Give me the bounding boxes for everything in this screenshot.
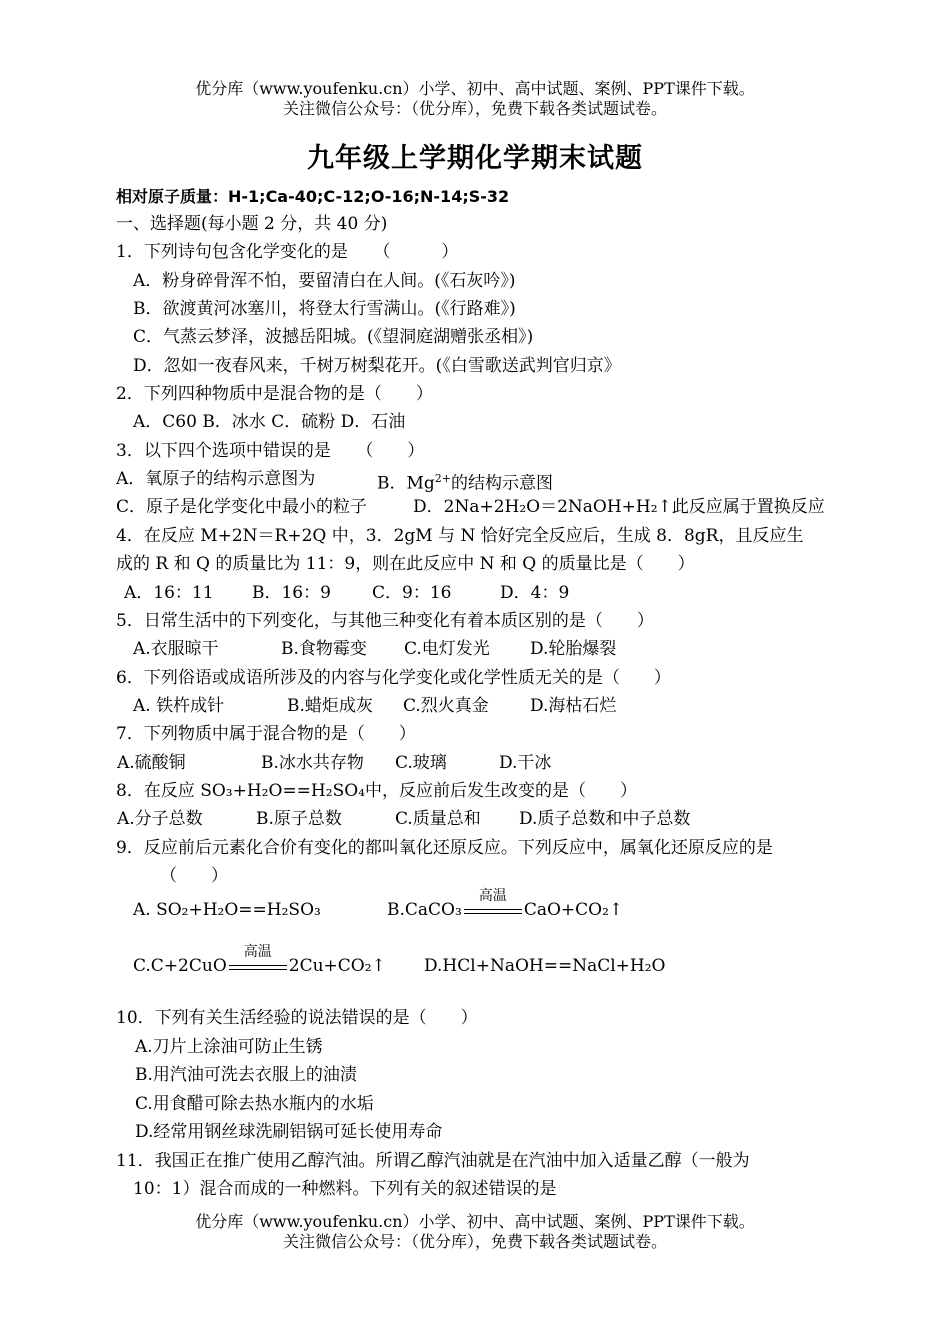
q7-option-c: C.玻璃	[395, 753, 447, 773]
q9-option-c: C.C+2CuO 高温 2Cu+CO₂↑	[133, 944, 386, 976]
q7-option-a: A.硫酸铜	[117, 753, 186, 773]
q3-option-c: C．原子是化学变化中最小的粒子	[116, 497, 368, 517]
q4-option-c: C．9：16	[372, 583, 452, 603]
q4-stem-line-2: 成的 R 和 Q 的质量比为 11：9，则在此反应中 N 和 Q 的质量比是（ ）	[116, 554, 695, 574]
q7-stem: 7．下列物质中属于混合物的是（ ）	[116, 724, 416, 744]
q10-option-b: B.用汽油可洗去衣服上的油渍	[135, 1065, 357, 1085]
footer-line-1: 优分库（www.youfenku.cn）小学、初中、高中试题、案例、PPT课件下载。	[195, 1212, 755, 1231]
q1-stem: 1．下列诗句包含化学变化的是 （ ）	[116, 242, 459, 262]
q9-option-b: B.CaCO₃ 高温 CaO+CO₂↑	[387, 888, 624, 920]
q10-stem: 10．下列有关生活经验的说法错误的是（ ）	[116, 1008, 478, 1028]
q10-option-a: A.刀片上涂油可防止生锈	[135, 1037, 323, 1057]
q4-option-d: D．4：9	[500, 583, 570, 603]
q7-option-b: B.冰水共存物	[261, 753, 364, 773]
section-heading: 一、选择题(每小题 2 分，共 40 分)	[116, 214, 388, 234]
q5-option-b: B.食物霉变	[281, 639, 367, 659]
q3-option-a: A．氧原子的结构示意图为	[116, 469, 316, 489]
q8-option-b: B.原子总数	[256, 809, 342, 829]
q5-option-d: D.轮胎爆裂	[530, 639, 617, 659]
atomic-mass-line: 相对原子质量：H-1;Ca-40;C-12;O-16;N-14;S-32	[116, 187, 510, 206]
q11-stem-line-1: 11．我国正在推广使用乙醇汽油。所谓乙醇汽油就是在汽油中加入适量乙醇（一般为	[116, 1151, 750, 1171]
q9-option-d: D.HCl+NaOH==NaCl+H₂O	[424, 956, 666, 976]
page-title: 九年级上学期化学期末试题	[307, 143, 643, 174]
reaction-condition-arrow: 高温	[464, 899, 522, 921]
q2-stem: 2．下列四种物质中是混合物的是（ ）	[116, 384, 433, 404]
q4-option-b: B．16：9	[252, 583, 331, 603]
q4-option-a: A．16：11	[124, 583, 214, 603]
q3-stem: 3．以下四个选项中错误的是 （ ）	[116, 441, 425, 461]
q7-option-d: D.干冰	[499, 753, 552, 773]
q8-option-a: A.分子总数	[117, 809, 203, 829]
q6-option-d: D.海枯石烂	[530, 696, 617, 716]
q10-option-d: D.经常用钢丝球洗刷铝锅可延长使用寿命	[135, 1122, 443, 1142]
q9-stem-line-2: （ ）	[160, 866, 228, 886]
q11-stem-line-2: 10：1）混合而成的一种燃料。下列有关的叙述错误的是	[133, 1179, 557, 1199]
q2-options: A．C60 B．冰水 C．硫粉 D．石油	[133, 412, 406, 432]
q9-option-a: A. SO₂+H₂O==H₂SO₃	[133, 900, 321, 920]
q9-stem-line-1: 9．反应前后元素化合价有变化的都叫氧化还原反应。下列反应中，属氧化还原反应的是	[116, 838, 773, 858]
q8-stem: 8．在反应 SO₃+H₂O==H₂SO₄中，反应前后发生改变的是（ ）	[116, 781, 637, 801]
q3-option-b: B．$Mg^{2+}$的结构示意图	[377, 472, 554, 494]
q1-option-a: A．粉身碎骨浑不怕，要留清白在人间。(《石灰吟》)	[133, 271, 516, 291]
header-line-1: 优分库（www.youfenku.cn）小学、初中、高中试题、案例、PPT课件下载。	[195, 79, 755, 98]
footer-line-2: 关注微信公众号：（优分库），免费下载各类试题试卷。	[282, 1232, 667, 1251]
header-line-2: 关注微信公众号：（优分库），免费下载各类试题试卷。	[282, 99, 667, 118]
reaction-condition-arrow: 高温	[229, 955, 287, 977]
q5-option-c: C.电灯发光	[404, 639, 490, 659]
q10-option-c: C.用食醋可除去热水瓶内的水垢	[135, 1094, 374, 1114]
q6-option-b: B.蜡炬成灰	[287, 696, 373, 716]
q6-option-a: A. 铁杵成针	[133, 696, 225, 716]
q5-stem: 5．日常生活中的下列变化，与其他三种变化有着本质区别的是（ ）	[116, 611, 654, 631]
q1-option-b: B．欲渡黄河冰塞川，将登太行雪满山。(《行路难》)	[133, 299, 516, 319]
q8-option-d: D.质子总数和中子总数	[519, 809, 691, 829]
q6-stem: 6．下列俗语或成语所涉及的内容与化学变化或化学性质无关的是（ ）	[116, 668, 671, 688]
q3-option-d: D．2Na+2H₂O＝2NaOH+H₂↑此反应属于置换反应	[413, 497, 825, 517]
q1-option-d: D．忽如一夜春风来，千树万树梨花开。(《白雪歌送武判官归京》	[133, 356, 621, 376]
q4-stem-line-1: 4．在反应 M+2N＝R+2Q 中，3．2gM 与 N 恰好完全反应后，生成 8．8gR，且反应生	[116, 526, 804, 546]
q1-option-c: C．气蒸云梦泽，波撼岳阳城。(《望洞庭湖赠张丞相》)	[133, 327, 534, 347]
q8-option-c: C.质量总和	[395, 809, 481, 829]
q6-option-c: C.烈火真金	[403, 696, 489, 716]
q5-option-a: A.衣服晾干	[133, 639, 219, 659]
